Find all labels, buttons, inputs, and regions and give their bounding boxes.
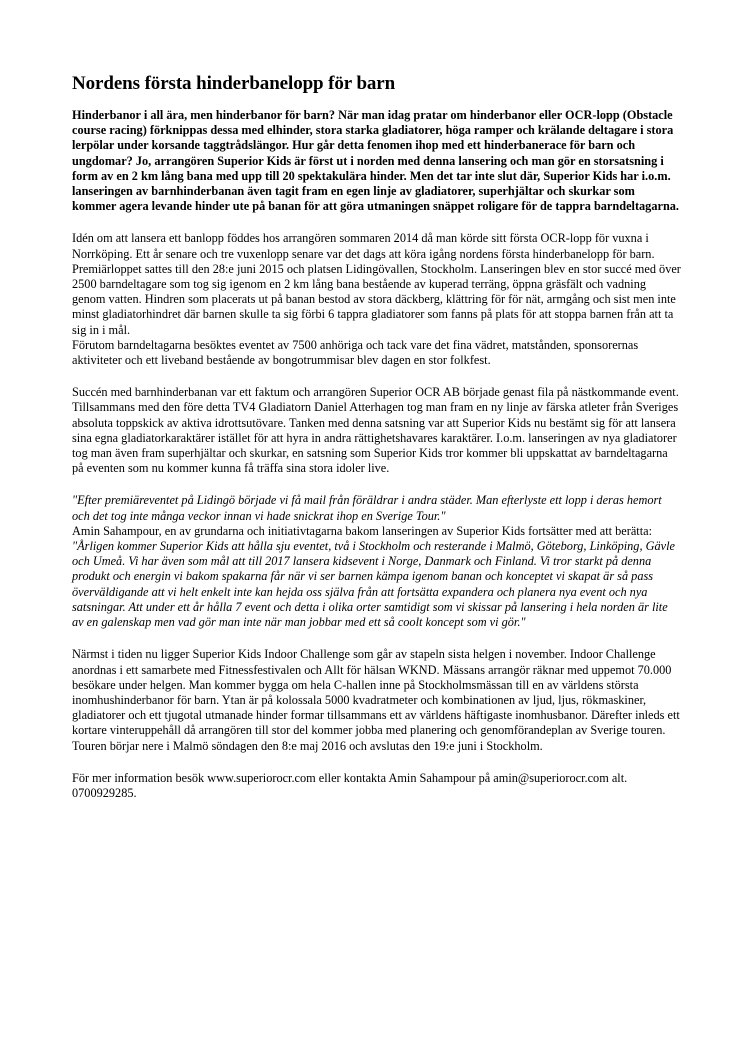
document-page	[72, 72, 682, 801]
section-gladiators	[72, 385, 682, 476]
indoor-challenge-paragraph: Närmst i tiden nu ligger Superior Kids Indoor Challenge som går av stapeln sista helgen i november. Indoor Challenge anordnas i ett samarbete med Fitnessfestivalen och Allt för hälsan WKND. Mässans arrangör räknar med uppemot 70.000 besökare under helgen. Man kommer bygga om hela C-hallen inne på Stockholmsmässan till en av världens största inomhushinderbanor för barn. Ytan är på kolossala 5000 kvadratmeter och kombinationen av ljud, ljus, rökmaskiner, gladiatorer och ett tjugotal utmanade hinder formar tillsammans ett av världens häftigaste inomhusbanor. Därefter inleds ett kortare vinteruppehåll då arrangören till stor del kommer jobba med planering och genomförandeplan av Sverige touren. Touren börjar nere i Malmö söndagen den 8:e maj 2016 och avslutas den 19:e juni i Stockholm.	[72, 647, 680, 753]
section-contact	[72, 771, 682, 801]
quote-paragraph-2: "Årligen kommer Superior Kids att hålla sju eventet, två i Stockholm och resterande i Malmö, Göteborg, Linköping, Gävle och Umeå. Vi har även som mål att till 2017 lansera kidsevent i Norge, Danmark och Finland. Vi tror starkt på denna produkt och energin vi bakom spakarna får när vi ser barnen kämpa igenom banan och konceptet vi skapat är så pass överväldigande att vi helt enkelt inte kan hejda oss själva från att fortsätta expandera och planera nya event och nya satsningar. Att under ett år hålla 7 event och detta i olika orter samtidigt som vi skissar på lansering i hela norden är lite av en galenskap men vad gör man inte när man jobbar med ett så coolt koncept som vi gör."	[72, 539, 675, 630]
lead-paragraph: Hinderbanor i all ära, men hinderbanor för barn? När man idag pratar om hinderbanor eller OCR-lopp (Obstacle course racing) förknippas dessa med elhinder, stora starka gladiatorer, höga ramper och krälande deltagare i stora lerpölar under korsande taggtrådslängor. Hur går detta fenomen ihop med ett hinderbanerace för barn och ungdomar? Jo, arrangören Superior Kids är först ut i norden med denna lansering och man gör en storsatsning i form av en 2 km lång bana med upp till 20 spektakulära hinder. Men det tar inte slut där, Superior Kids har i.o.m. lanseringen av barnhinderbanan även tagit fram en egen linje av gladiatorer, superhjältar och skurkar som kommer agera levande hinder ute på banan för att göra utmaningen snäppet roligare för de tappra barndeltagarna.	[72, 108, 680, 214]
quote-paragraph-1: "Efter premiäreventet på Lidingö började vi få mail från föräldrar i andra städer. Man efterlyste ett lopp i deras hemort och det tog inte många veckor innan vi hade snickrat ihop en Sverige Tour."	[72, 493, 662, 523]
section-quotes	[72, 493, 682, 630]
history-paragraph: Idén om att lansera ett banlopp föddes hos arrangören sommaren 2014 då man körde sitt första OCR-lopp för vuxna i Norrköping. Ett år senare och tre vuxenlopp senare var det dags att köra igång nordens första hinderbanelopp för barn. Premiärloppet sattes till den 28:e juni 2015 och platsen Lidingövallen, Stockholm. Lanseringen blev en stor succé med över 2500 barndeltagare som tog sig igenom en 2 km lång bana bestående av kuperad terräng, öppna gräsfält och vadning genom vatten. Hindren som placerats ut på banan bestod av stora däckberg, klättring för för nät, armgång och sist men inte minst gladiatorhindret där barnen skulle ta sig förbi 6 tappra gladiatorer som fanns på plats för att stoppa barnen från att ta sig in i mål.	[72, 231, 681, 337]
section-history	[72, 231, 682, 368]
quote-attribution: Amin Sahampour, en av grundarna och initiativtagarna bakom lanseringen av Superior Kids fortsätter med att berätta:	[72, 523, 653, 538]
gladiators-paragraph: Succén med barnhinderbanan var ett faktum och arrangören Superior OCR AB började genast fila på nästkommande event. Tillsammans med den före detta TV4 Gladiatorn Daniel Atterhagen tog man fram en ny linje av färska atleter från Sveriges absoluta toppskick av aktiva idrottsutövare. Tanken med denna satsning var att Superior Kids nu bestämt sig för att lansera sina egna gladiatorkaraktärer istället för att hyra in andra rättighetshavares karaktärer. I.o.m. lanseringen av nya gladiatorer tog man även fram superhjältar och skurkar, en satsning som Superior Kids tror kommer bli uppskattat av barndeltagarna på eventen som nu kommer kunna få träffa sina stora idoler live.	[72, 385, 679, 476]
page-title: Nordens första hinderbanelopp för barn	[72, 73, 396, 94]
section-indoor-challenge	[72, 647, 682, 753]
visitors-paragraph: Förutom barndeltagarna besöktes eventet av 7500 anhöriga och tack vare det fina vädret, matstånden, sponsorernas aktiviteter och ett liveband bestående av bongotrummisar blev dagen en stor folkfest.	[72, 337, 639, 368]
contact-paragraph: För mer information besök www.superiorocr.com eller kontakta Amin Sahampour på amin@superiorocr.com alt. 0700929285.	[72, 770, 628, 800]
